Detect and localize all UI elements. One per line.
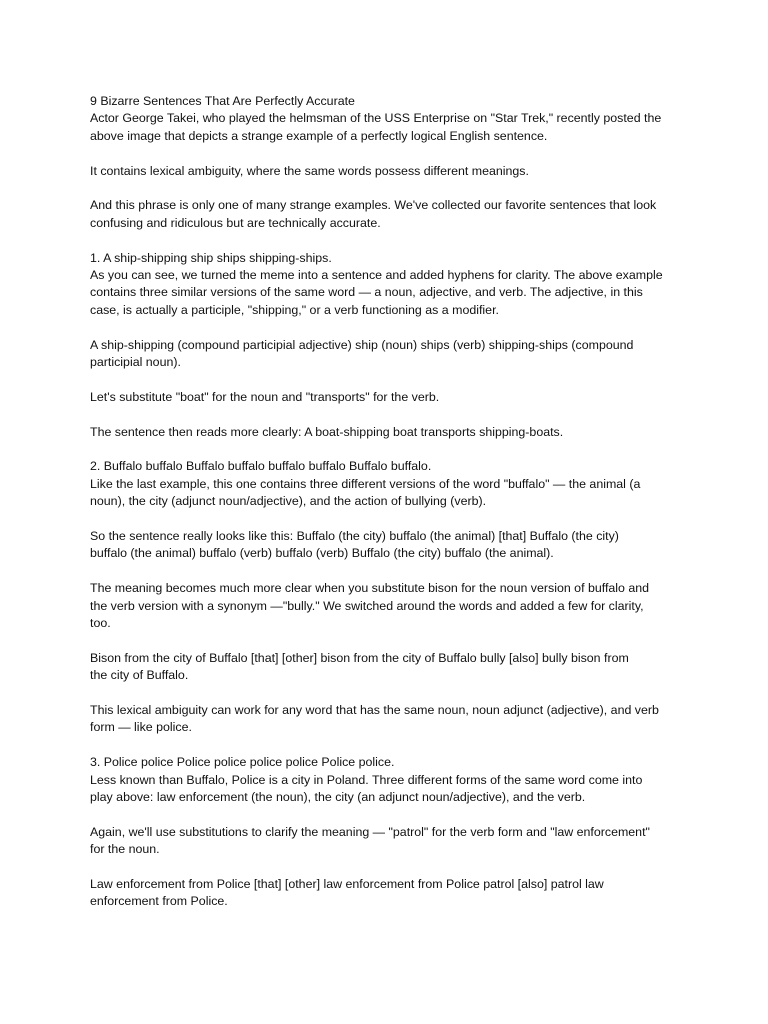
paragraph-12-line-2: form — like police. (90, 720, 192, 735)
paragraph-12 (90, 702, 680, 737)
paragraph-8 (90, 458, 680, 510)
paragraph-13-line-3: play above: law enforcement (the noun), the city (an adjunct noun/adjective), and the verb. (90, 790, 586, 805)
paragraph-9 (90, 528, 680, 563)
paragraph-8-line-3: noun), the city (adjunct noun/adjective), and the action of bullying (verb). (90, 494, 487, 509)
paragraph-3-line-1: And this phrase is only one of many strange examples. We've collected our favorite sentences that look (90, 198, 657, 213)
paragraph-8-line-1: 2. Buffalo buffalo Buffalo buffalo buffalo buffalo Buffalo buffalo. (90, 459, 432, 474)
paragraph-7 (90, 424, 680, 441)
paragraph-13 (90, 754, 680, 806)
paragraph-11-line-2: the city of Buffalo. (90, 668, 189, 683)
paragraph-6-line-1: Let's substitute "boat" for the noun and "transports" for the verb. (90, 389, 440, 404)
paragraph-5 (90, 337, 680, 372)
paragraph-12-line-1: This lexical ambiguity can work for any word that has the same noun, noun adjunct (adjective), and verb (90, 703, 659, 718)
paragraph-14 (90, 824, 680, 859)
document-page (90, 93, 680, 928)
paragraph-3-line-2: confusing and ridiculous but are technically accurate. (90, 215, 381, 230)
paragraph-11 (90, 650, 680, 685)
paragraph-9-line-1: So the sentence really looks like this: Buffalo (the city) buffalo (the animal) [that] Buffalo (the city) (90, 529, 619, 544)
paragraph-5-line-1: A ship-shipping (compound participial adjective) ship (noun) ships (verb) shipping-ships (compound (90, 337, 634, 352)
paragraph-4-line-3: contains three similar versions of the same word — a noun, adjective, and verb. The adjective, in this (90, 285, 643, 300)
paragraph-4-line-2: As you can see, we turned the meme into a sentence and added hyphens for clarity. The above example (90, 268, 663, 283)
paragraph-13-line-2: Less known than Buffalo, Police is a city in Poland. Three different forms of the same word come into (90, 772, 643, 787)
paragraph-10-line-1: The meaning becomes much more clear when you substitute bison for the noun version of buffalo and (90, 581, 650, 596)
paragraph-3 (90, 197, 680, 232)
paragraph-10-line-3: too. (90, 616, 111, 631)
paragraph-15-line-2: enforcement from Police. (90, 894, 228, 909)
paragraph-1-line-1: 9 Bizarre Sentences That Are Perfectly Accurate (90, 94, 355, 108)
paragraph-8-line-2: Like the last example, this one contains three different versions of the word "buffalo" — the animal (a (90, 476, 641, 491)
paragraph-10-line-2: the verb version with a synonym —"bully." We switched around the words and added a few for clarity, (90, 598, 644, 613)
paragraph-10 (90, 580, 680, 632)
paragraph-4-line-4: case, is actually a participle, "shipping," or a verb functioning as a modifier. (90, 302, 499, 317)
paragraph-4 (90, 250, 680, 320)
paragraph-14-line-1: Again, we'll use substitutions to clarify the meaning — "patrol" for the verb form and "law enforcement" (90, 824, 650, 839)
paragraph-5-line-2: participial noun). (90, 355, 181, 370)
paragraph-11-line-1: Bison from the city of Buffalo [that] [other] bison from the city of Buffalo bully [also] bully bison from (90, 650, 629, 665)
paragraph-15 (90, 876, 680, 911)
paragraph-13-line-1: 3. Police police Police police police police Police police. (90, 755, 395, 770)
paragraph-4-line-1: 1. A ship-shipping ship ships shipping-ships. (90, 250, 332, 265)
paragraph-7-line-1: The sentence then reads more clearly: A boat-shipping boat transports shipping-boats. (90, 424, 564, 439)
paragraph-15-line-1: Law enforcement from Police [that] [other] law enforcement from Police patrol [also] patrol law (90, 877, 604, 892)
paragraph-1 (90, 93, 680, 145)
paragraph-14-line-2: for the noun. (90, 842, 160, 857)
paragraph-1-line-3: above image that depicts a strange example of a perfectly logical English sentence. (90, 128, 548, 143)
paragraph-6 (90, 389, 680, 406)
paragraph-1-line-2: Actor George Takei, who played the helmsman of the USS Enterprise on "Star Trek," recently posted the (90, 111, 662, 126)
paragraph-9-line-2: buffalo (the animal) buffalo (verb) buffalo (verb) Buffalo (the city) buffalo (the animal). (90, 546, 554, 561)
paragraph-2 (90, 163, 680, 180)
paragraph-2-line-1: It contains lexical ambiguity, where the same words possess different meanings. (90, 163, 529, 178)
